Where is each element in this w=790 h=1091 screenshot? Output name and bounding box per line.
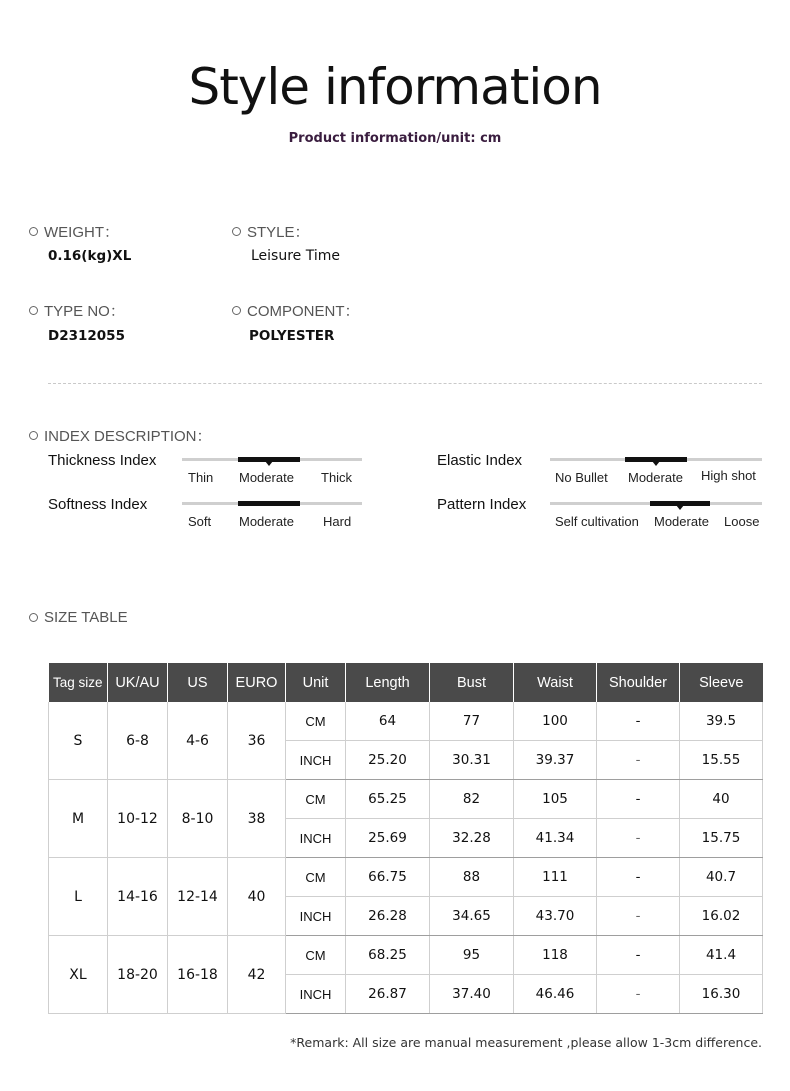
unit-cell: INCH: [286, 819, 346, 858]
euro-cell: 42: [228, 936, 286, 1014]
scale-option-label: High shot: [701, 468, 756, 483]
us-cell: 4-6: [168, 702, 228, 780]
section-divider: [48, 383, 762, 384]
softness-index-name: Softness Index: [48, 496, 148, 513]
us-cell: 16-18: [168, 936, 228, 1014]
header-tag-size: Tag size: [49, 663, 108, 702]
sleeve-cell: 40.7: [680, 858, 763, 897]
shoulder-cell: -: [597, 780, 680, 819]
style-value: Leisure Time: [251, 248, 340, 264]
tag-size-cell: S: [49, 702, 108, 780]
size-table-label: SIZE TABLE: [44, 609, 128, 626]
bust-cell: 32.28: [430, 819, 514, 858]
type-label: TYPE NO：: [44, 303, 125, 320]
shoulder-cell: -: [597, 975, 680, 1014]
waist-cell: 46.46: [514, 975, 597, 1014]
header-euro: EURO: [228, 663, 286, 702]
scale-option-label-selected: Moderate: [239, 514, 294, 529]
weight-label: WEIGHT：: [44, 224, 119, 241]
shoulder-cell: -: [597, 936, 680, 975]
sleeve-cell: 16.02: [680, 897, 763, 936]
uk-au-cell: 6-8: [108, 702, 168, 780]
length-cell: 25.20: [346, 741, 430, 780]
length-cell: 68.25: [346, 936, 430, 975]
scale-option-label: No Bullet: [555, 470, 608, 485]
thickness-index-name: Thickness Index: [48, 452, 157, 469]
length-cell: 26.87: [346, 975, 430, 1014]
scale-active-segment: [238, 501, 300, 506]
sleeve-cell: 16.30: [680, 975, 763, 1014]
table-header-row: [49, 663, 763, 702]
scale-option-label: Thick: [321, 470, 353, 485]
elastic-index-name: Elastic Index: [437, 452, 523, 469]
size-table-label-row: [29, 609, 128, 626]
bust-cell: 37.40: [430, 975, 514, 1014]
bust-cell: 88: [430, 858, 514, 897]
us-cell: 8-10: [168, 780, 228, 858]
sleeve-cell: 41.4: [680, 936, 763, 975]
component-label-row: [232, 300, 360, 321]
weight-label-row: [29, 221, 119, 242]
type-label-row: [29, 300, 125, 321]
scale-option-label: Loose: [724, 514, 760, 529]
scale-marker-icon: [652, 461, 660, 466]
waist-cell: 100: [514, 702, 597, 741]
scale-option-label-selected: Moderate: [628, 470, 683, 485]
header-waist: Waist: [514, 663, 597, 702]
shoulder-cell: -: [597, 858, 680, 897]
pattern-index-scale: [550, 502, 762, 534]
page-title: Style information: [188, 58, 602, 116]
remark-note: *Remark: All size are manual measurement ,please allow 1-3cm difference.: [290, 1035, 762, 1050]
euro-cell: 38: [228, 780, 286, 858]
uk-au-cell: 14-16: [108, 858, 168, 936]
waist-cell: 39.37: [514, 741, 597, 780]
header-uk-au: UK/AU: [108, 663, 168, 702]
style-label: STYLE：: [247, 224, 310, 241]
length-cell: 66.75: [346, 858, 430, 897]
sleeve-cell: 15.75: [680, 819, 763, 858]
scale-option-label: Self cultivation: [555, 514, 639, 529]
length-cell: 64: [346, 702, 430, 741]
scale-option-label-selected: Moderate: [239, 470, 294, 485]
bullet-circle-icon: [232, 306, 241, 315]
waist-cell: 105: [514, 780, 597, 819]
bullet-circle-icon: [29, 431, 38, 440]
tag-size-cell: L: [49, 858, 108, 936]
header-length: Length: [346, 663, 430, 702]
unit-cell: CM: [286, 858, 346, 897]
bullet-circle-icon: [29, 227, 38, 236]
table-row: [49, 780, 763, 819]
euro-cell: 40: [228, 858, 286, 936]
scale-option-label: Soft: [188, 514, 212, 529]
table-row: [49, 858, 763, 897]
shoulder-cell: -: [597, 897, 680, 936]
header-shoulder: Shoulder: [597, 663, 680, 702]
scale-option-label: Hard: [323, 514, 352, 529]
shoulder-cell: -: [597, 819, 680, 858]
scale-marker-icon: [265, 461, 273, 466]
euro-cell: 36: [228, 702, 286, 780]
unit-cell: CM: [286, 936, 346, 975]
scale-option-label-selected: Moderate: [654, 514, 709, 529]
table-row: [49, 936, 763, 975]
shoulder-cell: -: [597, 741, 680, 780]
waist-cell: 43.70: [514, 897, 597, 936]
header-us: US: [168, 663, 228, 702]
page-subtitle: Product information/unit: cm: [288, 131, 502, 146]
length-cell: 65.25: [346, 780, 430, 819]
bullet-circle-icon: [29, 306, 38, 315]
bust-cell: 82: [430, 780, 514, 819]
unit-cell: INCH: [286, 741, 346, 780]
header-sleeve: Sleeve: [680, 663, 763, 702]
type-value: D2312055: [48, 328, 125, 344]
uk-au-cell: 18-20: [108, 936, 168, 1014]
unit-cell: INCH: [286, 975, 346, 1014]
style-label-row: [232, 221, 310, 242]
scale-option-label: Thin: [188, 470, 214, 485]
elastic-index-scale: [550, 458, 762, 490]
bullet-circle-icon: [29, 613, 38, 622]
uk-au-cell: 10-12: [108, 780, 168, 858]
waist-cell: 118: [514, 936, 597, 975]
softness-index-scale: [182, 502, 362, 534]
scale-marker-icon: [676, 505, 684, 510]
sleeve-cell: 40: [680, 780, 763, 819]
waist-cell: 41.34: [514, 819, 597, 858]
unit-cell: CM: [286, 702, 346, 741]
sleeve-cell: 15.55: [680, 741, 763, 780]
header-unit: Unit: [286, 663, 346, 702]
sleeve-cell: 39.5: [680, 702, 763, 741]
bust-cell: 34.65: [430, 897, 514, 936]
weight-value: 0.16(kg)XL: [48, 248, 132, 264]
bust-cell: 77: [430, 702, 514, 741]
unit-cell: INCH: [286, 897, 346, 936]
component-label: COMPONENT：: [247, 303, 360, 320]
waist-cell: 111: [514, 858, 597, 897]
length-cell: 26.28: [346, 897, 430, 936]
length-cell: 25.69: [346, 819, 430, 858]
size-table: [48, 663, 763, 1014]
tag-size-cell: M: [49, 780, 108, 858]
index-description-label: INDEX DESCRIPTION：: [44, 428, 212, 445]
thickness-index-scale: [182, 458, 362, 490]
component-value: POLYESTER: [249, 328, 335, 344]
bullet-circle-icon: [232, 227, 241, 236]
bust-cell: 30.31: [430, 741, 514, 780]
bust-cell: 95: [430, 936, 514, 975]
pattern-index-name: Pattern Index: [437, 496, 527, 513]
shoulder-cell: -: [597, 702, 680, 741]
tag-size-cell: XL: [49, 936, 108, 1014]
table-row: [49, 702, 763, 741]
unit-cell: CM: [286, 780, 346, 819]
us-cell: 12-14: [168, 858, 228, 936]
index-description-label-row: [29, 425, 212, 446]
header-bust: Bust: [430, 663, 514, 702]
